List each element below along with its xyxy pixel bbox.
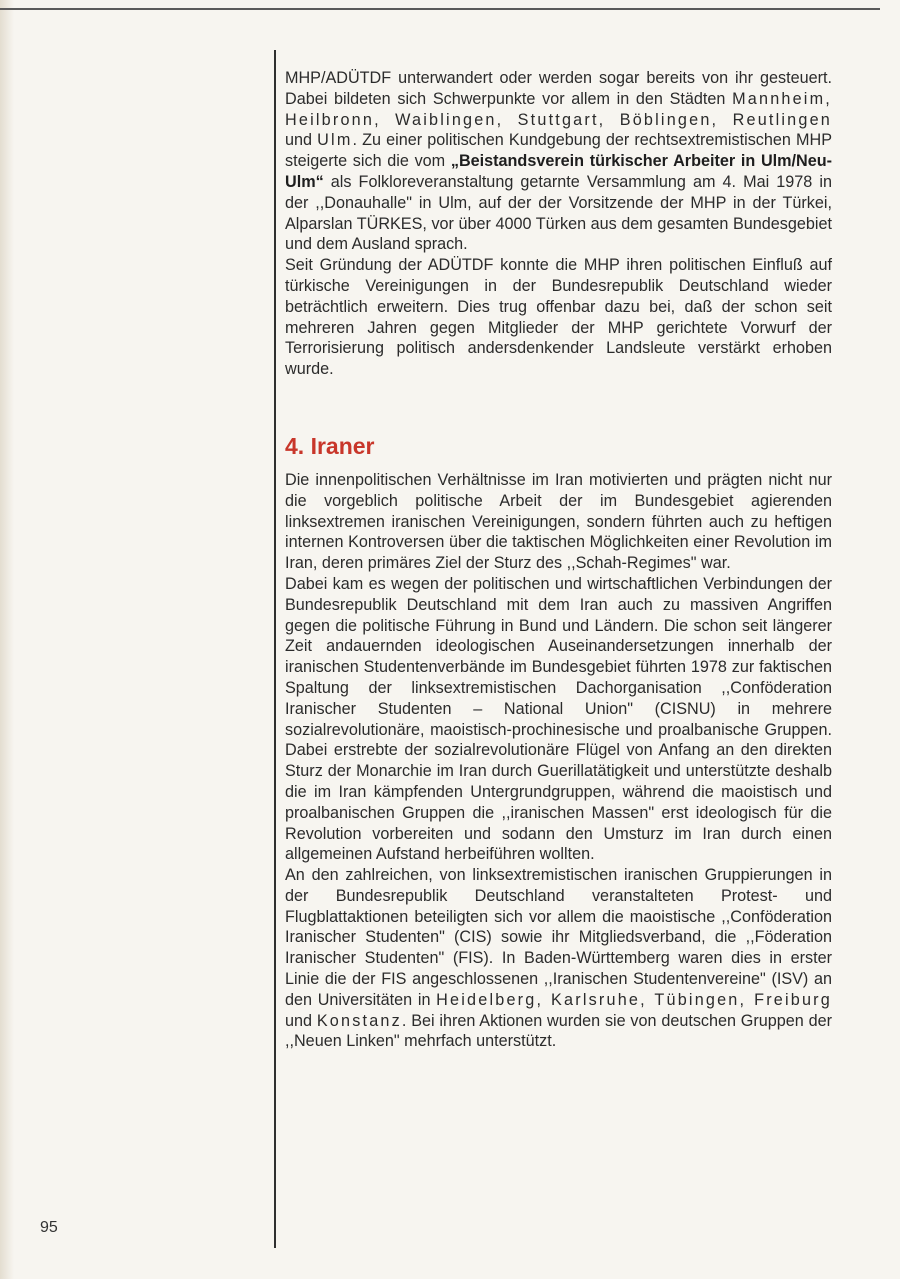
page-number: 95 (40, 1219, 58, 1236)
text-column (285, 68, 832, 1052)
paragraph-iranian-groups-bw (285, 865, 832, 1052)
paragraph-iran-politics: Die innenpolitischen Verhältnisse im Iran motivierten und prägten nicht nur die vorgeblich politische Arbeit der im Bundesgebiet agierenden linksextremen iranischen Vereinigungen, sondern führten auch zu heftigen internen Kontroversen über die taktischen Möglichkeiten einer Revolution im Iran, deren primäres Ziel der Sturz des ,,Schah-Regimes" war. (285, 470, 832, 573)
p5-text-1: An den zahlreichen, von linksextremistischen iranischen Gruppierungen in der Bundesrepublik Deutschland veranstalteten Protest- und Flugblattaktionen beteiligten sich vor allem die maoistische ,,Conföderation Iranischer Studenten" (CIS) sowie ihr Mitgliedsverband, die ,,Föderation Iranischer Studenten" (FIS). In Baden-Württemberg waren dies in erster Linie die der FIS angeschlossenen ,,Iranischen Studentenvereine" (ISV) an den Universitäten in (285, 866, 832, 1009)
p1-text-1: MHP/ADÜTDF unterwandert oder werden sogar bereits von ihr gesteuert. Dabei bildeten sich Schwerpunkte vor allem in den Städten (285, 69, 832, 108)
p5-spaced-cities: Heidelberg, Karlsruhe, Tübingen, Freiburg (436, 990, 832, 1009)
paragraph-cisnu-split: Dabei kam es wegen der politischen und wirtschaftlichen Verbindungen der Bundesrepublik Deutschland mit dem Iran auch zu massiven Angriffen gegen die politische Führung in Bund und Ländern. Die schon seit längerer Zeit andauernden ideologischen Auseinandersetzungen innerhalb der iranischen Studentenverbände im Bundesgebiet führten 1978 zur faktischen Spaltung der linksextremistischen Dachorganisation ,,Conföderation Iranischer Studenten – National Union" (CISNU) in mehrere sozialrevolutionäre, maoistisch-prochinesische und proalbanische Gruppen. Dabei erstrebte der sozialrevolutionäre Flügel von Anfang an den direkten Sturz der Monarchie im Iran durch Guerillatätigkeit und unterstützte deshalb die im Iran kämpfenden Untergrundgruppen, während die maoistisch und proalbanischen Gruppen die ,,iranischen Massen" erst ideologisch für die Revolution vorbereiten und sodann den Umsturz im Iran durch einen allgemeinen Aufstand herbeiführen wollten. (285, 574, 832, 864)
page-gutter-shadow (0, 0, 14, 1279)
top-rule (0, 8, 880, 10)
p5-spaced-konstanz: Konstanz (316, 1011, 402, 1030)
p1-text-3: als Folkloreveranstaltung getarnte Versammlung am 4. Mai 1978 in der ,,Donauhalle" in Ulm, auf der der Vorsitzende der MHP in der Türkei, Alparslan TÜRKES, vor über 4000 Türken aus dem gesamten Bundesgebiet und dem Ausland sprach. (285, 172, 832, 254)
paragraph-mhp-influence: Seit Gründung der ADÜTDF konnte die MHP ihren politischen Einfluß auf türkische Vereinigungen in der Bundesrepublik Deutschland wieder beträchtlich erweitern. Dies trug offenbar dazu bei, daß der schon seit mehreren Jahren gegen Mitglieder der MHP gerichtete Vorwurf der Terrorisierung politisch andersdenkender Landsleute verstärkt erhoben wurde. (285, 256, 832, 379)
section-heading-iraner: 4. Iraner (285, 432, 375, 459)
paragraph-mhp-strongholds (285, 68, 832, 255)
p5-text-2: . Bei ihren Aktionen wurden sie von deutschen Gruppen der ,,Neuen Linken" mehrfach unterstützt. (285, 1011, 832, 1051)
p1-text-2: . Zu einer politischen Kundgebung der rechtsextremistischen MHP steigerte sich die vom (285, 131, 832, 171)
column-rule (274, 50, 276, 1248)
p1-and: und (285, 131, 318, 150)
p5-and: und (285, 1011, 317, 1030)
p1-bold-organization: „Beistandsverein türkischer Arbeiter in Ulm/Neu-Ulm“ (285, 152, 832, 191)
p1-spaced-cities: Mannheim, Heilbronn, Waiblingen, Stuttgart, Böblingen, Reutlingen (285, 89, 832, 129)
p1-spaced-ulm: Ulm (317, 131, 353, 150)
